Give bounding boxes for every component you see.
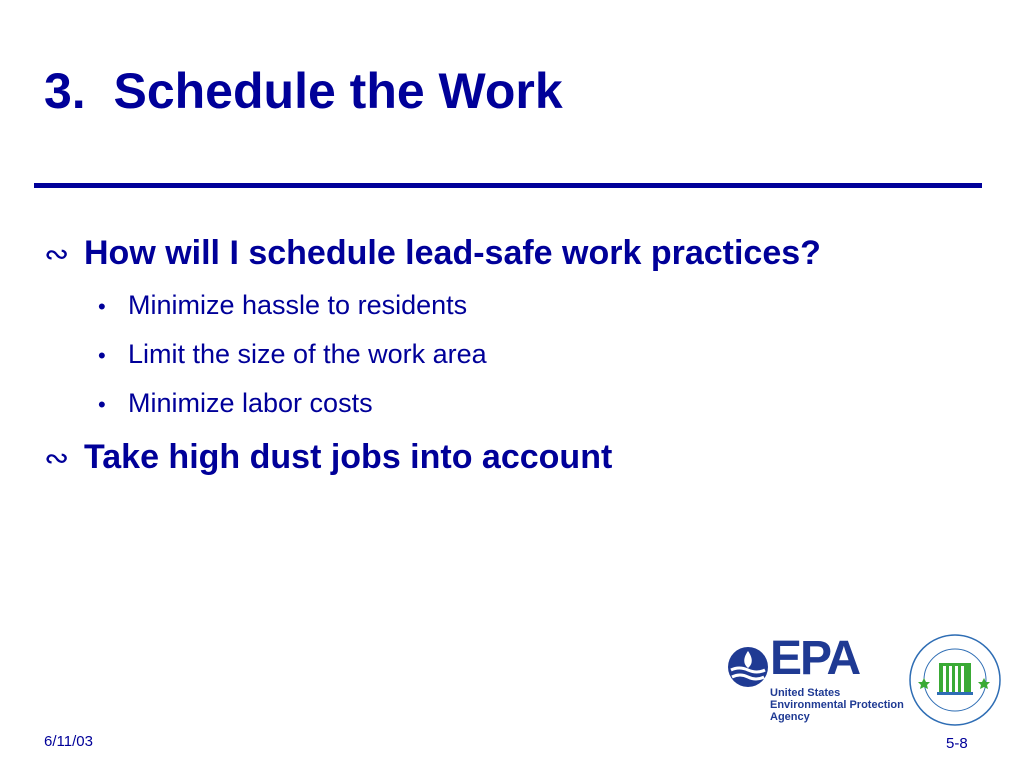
epa-line: United States: [770, 687, 841, 699]
sub-bullet-glyph: •: [98, 343, 106, 368]
hud-seal-icon: [908, 633, 1002, 727]
sub-bullet-1-1: [98, 292, 467, 319]
epa-line: Environmental Protection: [770, 699, 904, 711]
title-divider: [34, 183, 982, 188]
sub-bullet-1-3: [98, 390, 373, 417]
epa-wordmark: EPA: [770, 632, 860, 685]
hud-seal: [908, 633, 1002, 727]
sub-bullet-1-2: [98, 341, 487, 368]
slide-title: 3. Schedule the Work: [44, 63, 563, 119]
bullet-2: [44, 440, 612, 474]
sub-bullet-text: Limit the size of the work area: [128, 339, 487, 369]
bullet-1-text: How will I schedule lead-safe work practices?: [84, 234, 821, 272]
sub-bullet-text: Minimize labor costs: [128, 388, 373, 418]
epa-flower-icon: [726, 645, 770, 689]
epa-agency-name: [770, 687, 904, 723]
bullet-1: [44, 236, 821, 270]
sub-bullet-glyph: •: [98, 392, 106, 417]
footer-page-number: 5-8: [946, 735, 968, 752]
footer-date: 6/11/03: [44, 733, 93, 750]
bullet-2-text: Take high dust jobs into account: [84, 438, 613, 476]
sub-bullet-glyph: •: [98, 294, 106, 319]
bullet-glyph: ∾: [44, 442, 70, 475]
epa-line: Agency: [770, 711, 810, 723]
sub-bullet-text: Minimize hassle to residents: [128, 290, 468, 320]
epa-logo: [726, 632, 906, 725]
bullet-glyph: ∾: [44, 238, 70, 271]
